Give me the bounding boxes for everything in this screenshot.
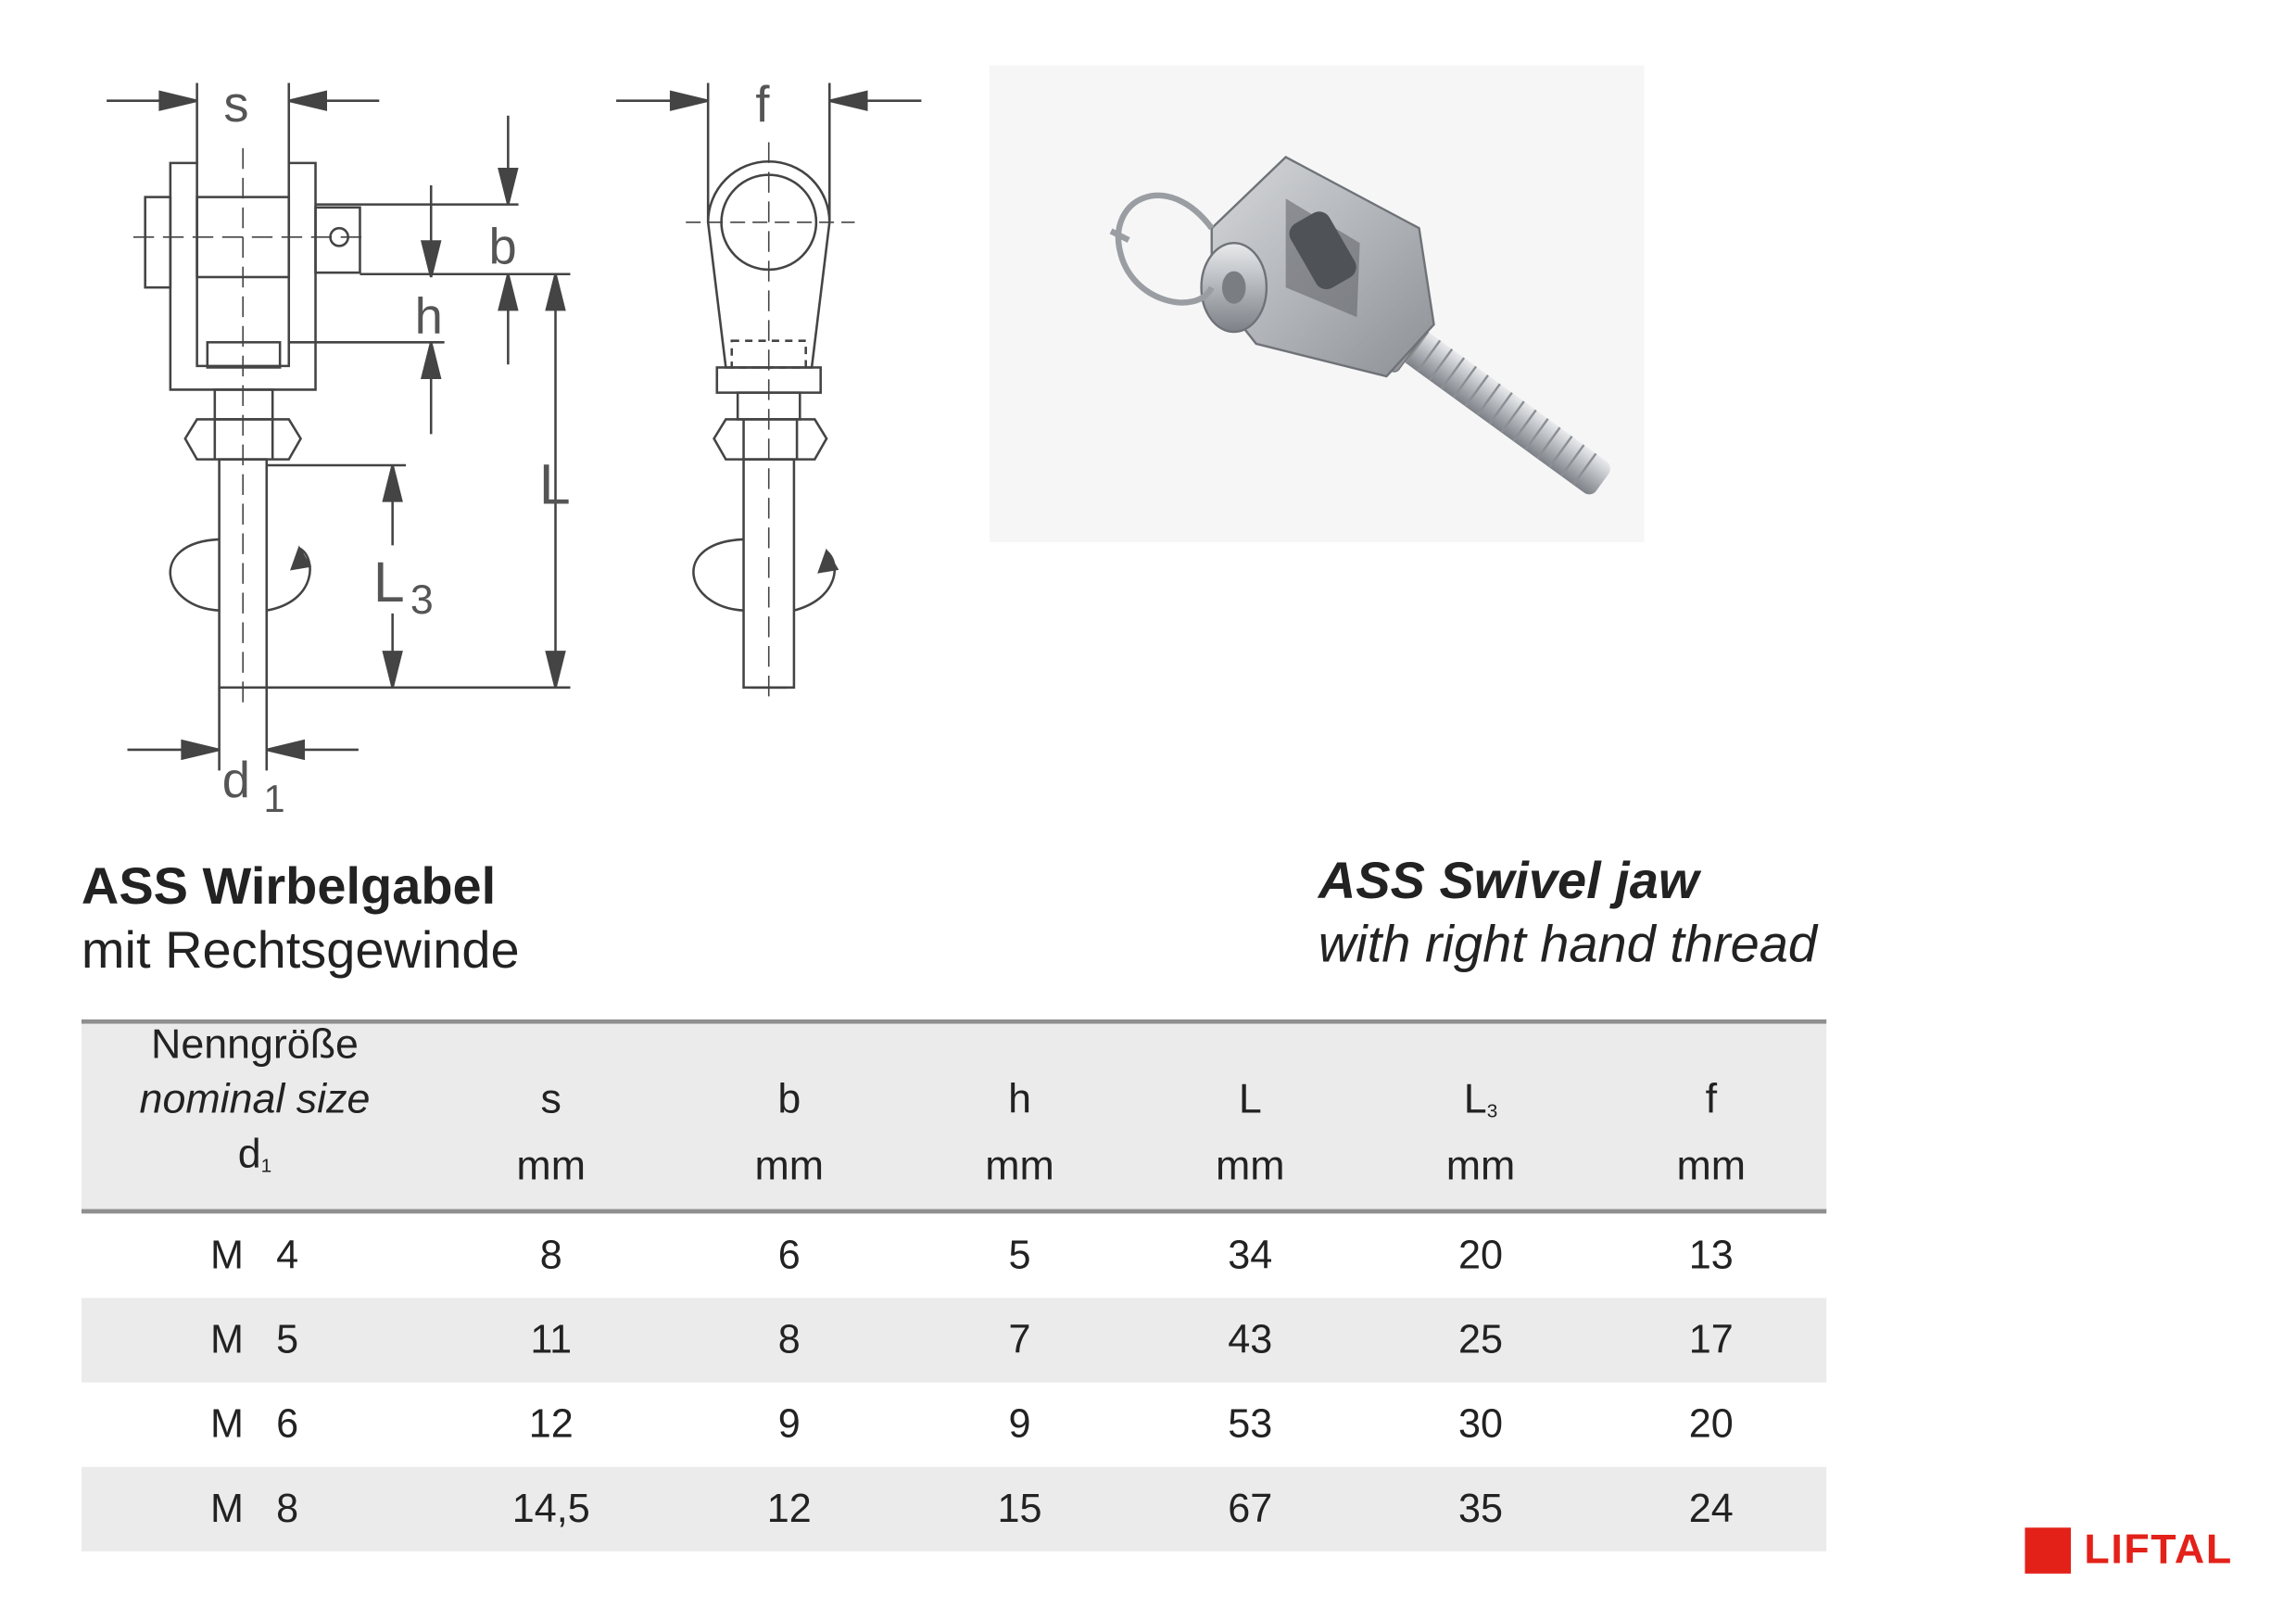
cell-size: M 6	[210, 1401, 299, 1447]
header-f: f mm	[1676, 1075, 1747, 1189]
cell-L: 34	[1228, 1233, 1273, 1278]
dim-label-d1-sub: 1	[263, 777, 285, 821]
cell-f: 13	[1688, 1233, 1734, 1278]
logo-text: LIFTAL	[2084, 1526, 2233, 1573]
cell-size: M 4	[210, 1233, 299, 1278]
table-header	[82, 1020, 1826, 1214]
dim-label-f: f	[755, 76, 770, 133]
header-s: s mm	[516, 1075, 587, 1189]
cell-h: 5	[1008, 1233, 1031, 1278]
cell-b: 12	[766, 1486, 812, 1531]
liftal-logo	[2025, 1526, 2232, 1574]
title-english-main: ASS Swivel jaw	[1318, 852, 1699, 910]
title-english-sub: with right hand thread	[1318, 916, 1817, 974]
title-german	[82, 856, 520, 983]
technical-drawing	[0, 0, 948, 829]
dim-label-h: h	[414, 287, 443, 345]
cell-L: 67	[1228, 1486, 1273, 1531]
cell-s: 11	[530, 1317, 573, 1362]
cell-L: 53	[1228, 1401, 1273, 1447]
header-L: L mm	[1215, 1075, 1285, 1189]
cell-size: M 5	[210, 1317, 299, 1362]
dim-label-d1: d	[221, 752, 251, 809]
table-row	[82, 1213, 1826, 1298]
cell-L3: 30	[1458, 1401, 1504, 1447]
logo-square-icon	[2025, 1526, 2071, 1573]
dim-label-L3-sub: 3	[410, 576, 434, 623]
header-L3: $L_3$ mm	[1445, 1075, 1516, 1189]
cell-s: 8	[539, 1233, 562, 1278]
title-english	[1318, 851, 1817, 978]
dim-label-L3: L	[372, 551, 405, 614]
product-photo	[990, 65, 1645, 542]
table-row	[82, 1298, 1826, 1382]
header-h: h mm	[985, 1075, 1054, 1189]
dim-label-s: s	[223, 76, 249, 133]
cell-L: 43	[1228, 1317, 1273, 1362]
cell-L3: 20	[1458, 1233, 1504, 1278]
cell-b: 6	[777, 1233, 801, 1278]
cell-h: 15	[997, 1486, 1042, 1531]
dimension-table	[82, 1019, 1826, 1551]
cell-b: 8	[777, 1317, 801, 1362]
pin-end	[316, 208, 360, 272]
cell-L3: 35	[1458, 1486, 1504, 1531]
cell-b: 9	[777, 1401, 801, 1447]
header-size-german: Nenngröße	[150, 1020, 359, 1068]
cell-size: M 8	[210, 1486, 299, 1531]
cell-L3: 25	[1458, 1317, 1504, 1362]
pin-head	[145, 197, 170, 288]
header-size-english: nominal size	[139, 1075, 371, 1122]
cell-f: 17	[1688, 1317, 1734, 1362]
cell-s: 12	[528, 1401, 574, 1447]
cell-h: 9	[1008, 1401, 1031, 1447]
title-german-main: ASS Wirbelgabel	[81, 857, 497, 917]
cell-f: 20	[1688, 1401, 1734, 1447]
table-row	[82, 1383, 1826, 1467]
header-size-symbol: $d_1$	[237, 1130, 272, 1177]
table-row	[82, 1467, 1826, 1551]
dim-label-b: b	[488, 218, 517, 275]
header-nominal-size	[82, 1020, 428, 1209]
header-b: b mm	[754, 1075, 825, 1189]
cell-h: 7	[1008, 1317, 1031, 1362]
cell-f: 24	[1688, 1486, 1734, 1531]
title-german-sub: mit Rechtsgewinde	[81, 921, 520, 980]
dim-label-L: L	[538, 452, 571, 516]
cell-s: 14,5	[511, 1486, 590, 1531]
